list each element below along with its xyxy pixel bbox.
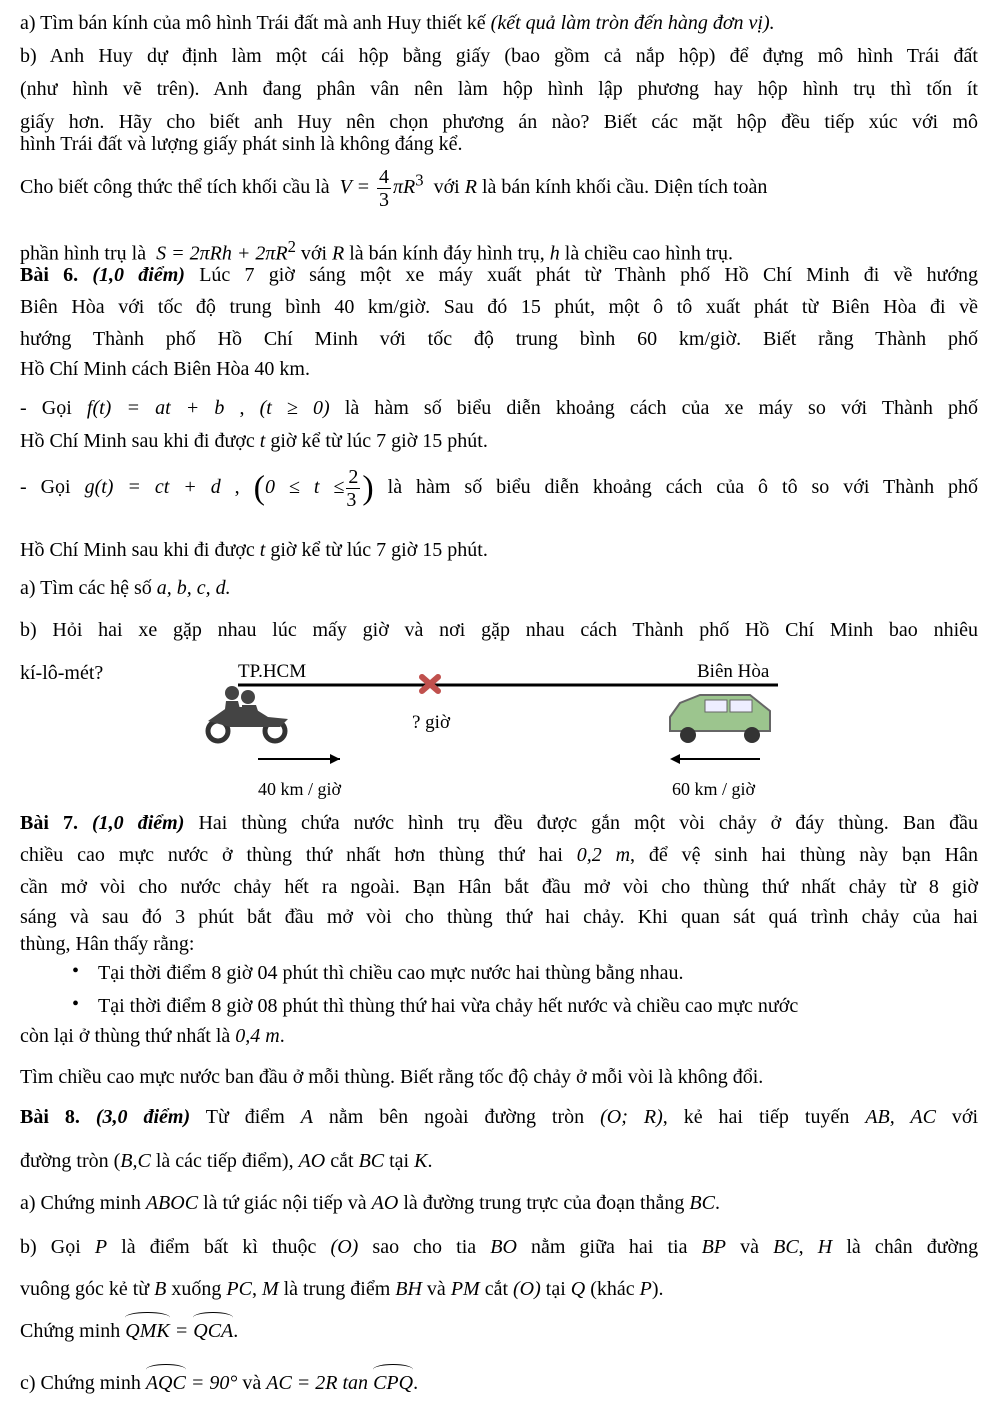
label-question-time: ? giờ: [412, 712, 451, 733]
text: với: [433, 176, 460, 199]
b7-line4: sáng và sau đó 3 phút bắt đầu mở vòi cho thùng thứ hai chảy. Khi quan sát quá trình chảy của hai: [20, 906, 978, 928]
b7-line5: thùng, Hân thấy rằng:: [20, 933, 195, 955]
title: Bài 6.: [20, 264, 79, 286]
b7-line6: [20, 1023, 285, 1049]
b5-question-a: [20, 10, 775, 36]
arrow-right-icon: [330, 754, 340, 764]
text: là các tiếp điểm),: [155, 1150, 294, 1172]
text: a) Tìm các hệ số: [20, 577, 152, 599]
text: .: [279, 1025, 285, 1047]
text: nằm giữa hai tia: [531, 1236, 688, 1258]
b5-question-b-line1: b) Anh Huy dự định làm một cái hộp bằng giấy (bao gồm cả nắp hộp) để đựng mô hình Trái đất: [20, 45, 978, 67]
text: cắt: [330, 1150, 354, 1172]
b7-bullet2: Tại thời điểm 8 giờ 08 phút thì thùng thứ hai vừa chảy hết nước và chiều cao mực nước: [98, 995, 799, 1017]
text: phần hình trụ là: [20, 242, 147, 265]
text: còn lại ở thùng thứ nhất là: [20, 1025, 231, 1047]
text: Cho biết công thức thể tích khối cầu là: [20, 176, 330, 199]
b8-question-b: b) Gọi P là điểm bất kì thuộc (O) sao cho tia BO nằm giữa hai tia BP và BC, H là chân đường: [20, 1236, 979, 1258]
text: tại: [389, 1150, 410, 1172]
b7-line2: [20, 842, 978, 868]
b8-question-b-prove: Chứng minh QMK = QCA.: [20, 1320, 239, 1342]
label-bien-hoa: Biên Hòa: [697, 661, 770, 682]
text: Chứng minh: [20, 1320, 121, 1342]
b6-line1: [20, 262, 978, 288]
text: b) Gọi: [20, 1236, 81, 1258]
text: đường tròn (: [20, 1150, 121, 1172]
label-speed-60: 60 km / giờ: [672, 779, 756, 799]
text: tại: [545, 1278, 566, 1300]
text: sao cho tia: [372, 1236, 477, 1258]
b8-line1: Bài 8. (3,0 điểm) Từ điểm A nằm bên ngoài đường tròn (O; R), kẻ hai tiếp tuyến AB, AC với: [20, 1106, 979, 1128]
b7-line3: cần mở vòi cho nước chảy hết ra ngoài. Bạn Hân bắt đầu mở vòi cho thùng thứ nhất chảy từ 8 giờ: [20, 876, 978, 898]
b6-f-line2: Hồ Chí Minh sau khi đi được t giờ kể từ lúc 7 giờ 15 phút.: [20, 430, 488, 452]
note: (kết quả làm tròn đến hàng đơn vị).: [490, 12, 775, 34]
text: giờ kể từ lúc 7 giờ 15 phút.: [270, 430, 488, 452]
b5-question-b-line3: giấy hơn. Hãy cho biết anh Huy nên chọn phương án nào? Biết các mặt hộp đều tiếp xúc với mô: [20, 111, 978, 133]
b7-bullet1: Tại thời điểm 8 giờ 04 phút thì chiều cao mực nước hai thùng bằng nhau.: [98, 962, 684, 984]
text: (khác: [590, 1278, 635, 1300]
text: và: [242, 1372, 262, 1394]
text: , kẻ hai tiếp tuyến: [662, 1106, 850, 1128]
text: là hàm số biểu diễn khoảng cách của ô tô so với Thành phố: [387, 476, 979, 499]
text: nằm bên ngoài đường tròn: [328, 1106, 585, 1128]
text: c) Chứng minh: [20, 1372, 141, 1394]
text: là bán kính đáy hình trụ,: [349, 242, 545, 265]
b6-question-b: b) Hỏi hai xe gặp nhau lúc mấy giờ và nơi gặp nhau cách Thành phố Hồ Chí Minh bao nhiêu: [20, 619, 978, 641]
b5-question-b-line4: hình Trái đất và lượng giấy phát sinh là không đáng kể.: [20, 133, 463, 155]
text: Hai thùng chứa nước hình trụ đều được gắn một vòi chảy ở đáy thùng. Ban đầu: [198, 812, 979, 834]
text: là hàm số biểu diễn khoảng cách của xe máy so với Thành phố: [344, 397, 979, 419]
label-tphcm: TP.HCM: [238, 661, 307, 682]
label-speed-40: 40 km / giờ: [258, 779, 342, 799]
title: Bài 8.: [20, 1106, 80, 1128]
text: giờ kể từ lúc 7 giờ 15 phút.: [270, 539, 488, 561]
text: Từ điểm: [205, 1106, 285, 1128]
text: Lúc 7 giờ sáng một xe máy xuất phát từ Thành phố Hồ Chí Minh đi về hướng: [199, 264, 979, 286]
text: , để vệ sinh hai thùng này bạn Hân: [630, 844, 978, 866]
text: Hồ Chí Minh sau khi đi được: [20, 539, 255, 561]
bullet-1-icon: •: [72, 960, 80, 982]
text: với: [300, 242, 328, 265]
b5-formula-volume: Cho biết công thức thể tích khối cầu là V = $\frac{4}{3}$ $\pi R^3$ với R là bán kính khối cầu. Diện tích toàn: [20, 166, 768, 211]
b6-line2: Biên Hòa với tốc độ trung bình 40 km/giờ. Sau đó 15 phút, một ô tô xuất phát từ Biên Hòa đi về: [20, 296, 978, 318]
text: a) Tìm bán kính của mô hình Trái đất mà anh Huy thiết kế: [20, 12, 486, 34]
car-icon: [670, 695, 770, 743]
text: Hồ Chí Minh sau khi đi được: [20, 430, 255, 452]
text: a) Chứng minh: [20, 1192, 141, 1214]
value: 0,4 m: [235, 1025, 280, 1047]
b6-question-b-line2: kí-lô-mét?: [20, 662, 104, 684]
b7-line7: Tìm chiều cao mực nước ban đầu ở mỗi thùng. Biết rằng tốc độ chảy ở mỗi vòi là không đổi.: [20, 1066, 764, 1088]
title: Bài 7.: [20, 812, 78, 834]
text: và: [426, 1278, 446, 1300]
b8-question-a: a) Chứng minh ABOC là tứ giác nội tiếp và AO là đường trung trực của đoạn thẳng BC.: [20, 1192, 720, 1214]
text: và: [740, 1236, 759, 1258]
b6-question-a: [20, 575, 231, 601]
b6-line3: hướng Thành phố Hồ Chí Minh với tốc độ trung bình 60 km/giờ. Biết rằng Thành phố: [20, 328, 978, 350]
text: - Gọi: [20, 397, 72, 419]
text: - Gọi: [20, 476, 71, 499]
b8-line2: đường tròn (B,C là các tiếp điểm), AO cắt BC tại K.: [20, 1150, 433, 1172]
arrow-left-icon: [670, 754, 680, 764]
score: (1,0 điểm): [92, 264, 185, 286]
b6-line4: Hồ Chí Minh cách Biên Hòa 40 km.: [20, 358, 310, 380]
b6-g-line2: Hồ Chí Minh sau khi đi được t giờ kể từ lúc 7 giờ 15 phút.: [20, 539, 488, 561]
text: là chiều cao hình trụ.: [564, 242, 734, 265]
b8-question-c: c) Chứng minh AQC = 90° và AC = 2R tan CPQ.: [20, 1372, 419, 1394]
text: là trung điểm: [283, 1278, 391, 1300]
text: với: [951, 1106, 979, 1128]
text: là chân đường: [846, 1236, 979, 1258]
b5-question-b-line2: (như hình vẽ trên). Anh đang phân vân nên làm hộp hình lập phương hay hộp hình trụ thì tốn ít: [20, 78, 978, 100]
b7-line1: [20, 810, 978, 836]
score: (3,0 điểm): [95, 1106, 191, 1128]
b6-f-definition: - Gọi f(t) = at + b , (t ≥ 0) là hàm số biểu diễn khoảng cách của xe máy so với Thành phố: [20, 397, 979, 419]
text: là điểm bất kì thuộc: [121, 1236, 317, 1258]
text: là tứ giác nội tiếp và: [203, 1192, 367, 1214]
b6-g-definition: - Gọi g(t) = ct + d , (0 ≤ t ≤ $\frac{2}{3}$ ) là hàm số biểu diễn khoảng cách của ô tô so với Thành phố: [20, 466, 979, 511]
text: vuông góc kẻ từ: [20, 1278, 150, 1300]
vars: a, b, c, d.: [156, 577, 231, 599]
b8-question-b-line2: vuông góc kẻ từ B xuống PC, M là trung điểm BH và PM cắt (O) tại Q (khác P).: [20, 1278, 664, 1300]
text: cắt: [484, 1278, 509, 1300]
motorcycle-icon: [208, 686, 288, 741]
b6-figure: [180, 655, 800, 805]
text: xuống: [171, 1278, 222, 1300]
score: (1,0 điểm): [92, 812, 185, 834]
text: là đường trung trực của đoạn thẳng: [403, 1192, 685, 1214]
bullet-2-icon: •: [72, 993, 80, 1015]
text: chiều cao mực nước ở thùng thứ nhất hơn thùng thứ hai: [20, 844, 563, 866]
text: là bán kính khối cầu. Diện tích toàn: [481, 176, 768, 199]
value: 0,2 m: [576, 844, 631, 866]
b5-formula-cylinder: phần hình trụ là $S = 2\pi Rh + 2\pi R^2$ với R là bán kính đáy hình trụ, h là chiều cao hình trụ.: [20, 237, 734, 265]
